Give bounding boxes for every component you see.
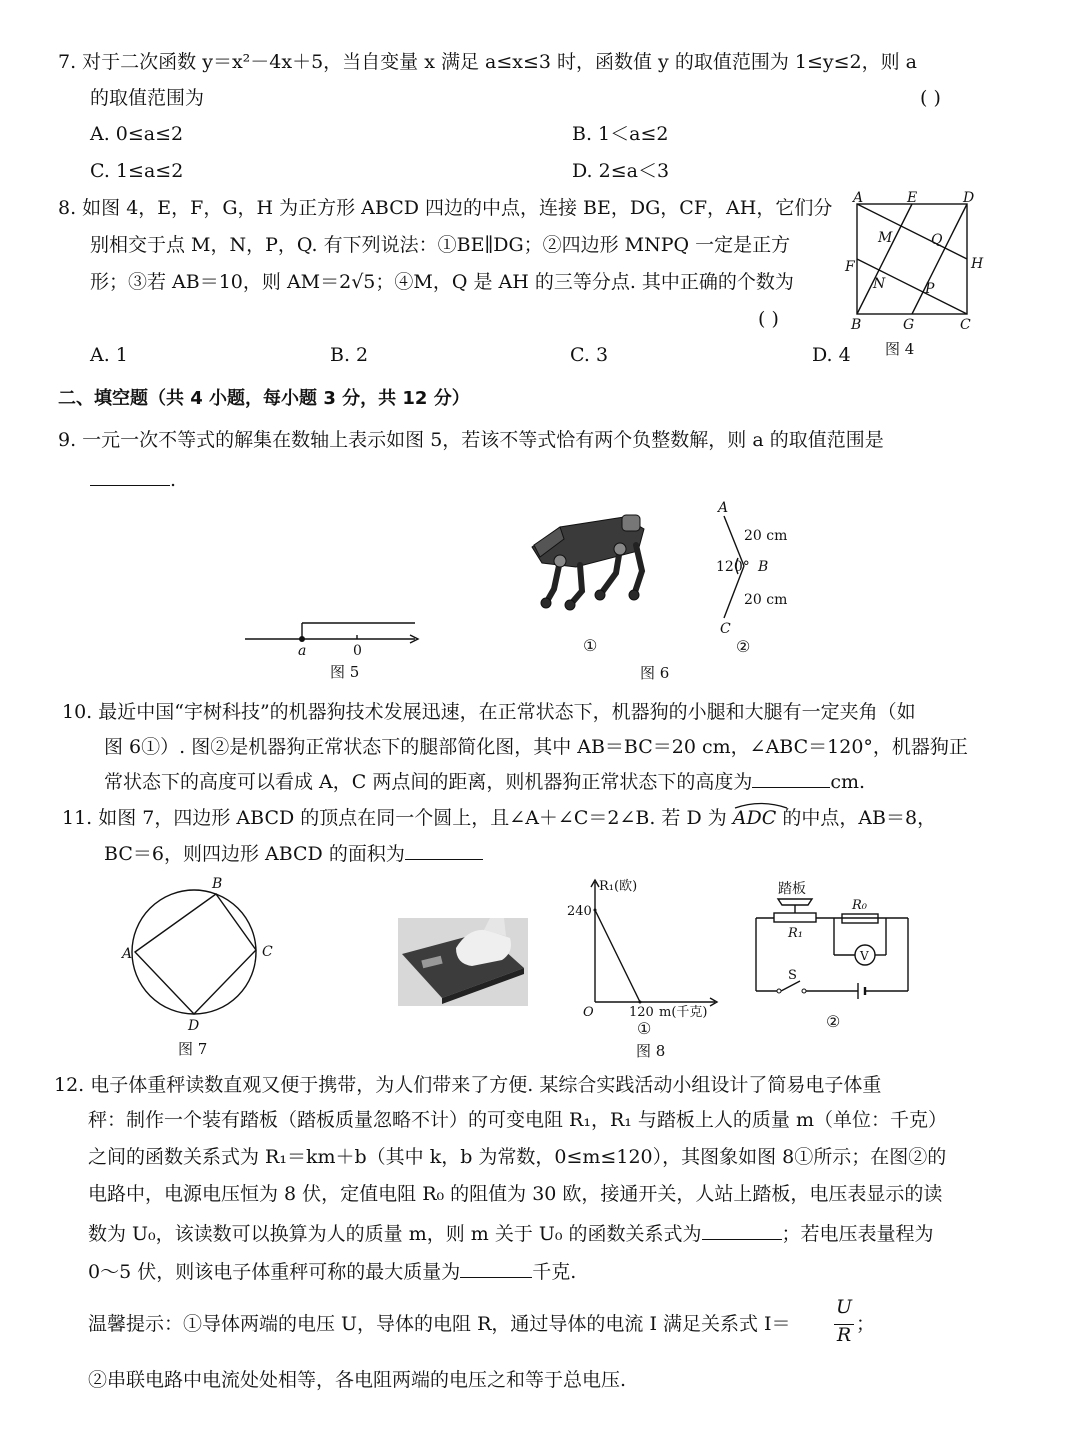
fig4-label-e: E [907,190,918,206]
q12-tip-end: ； [856,1313,876,1335]
fig6-caption: 图 6 [640,664,670,682]
q10-line3-text: 常状态下的高度可以看成 A，C 两点间的距离，则机器狗正常状态下的高度为 [104,771,753,793]
q12-tip-1: 温馨提示：①导体两端的电压 U，导体的电阻 R，通过导体的电流 I 满足关系式 I＝ [88,1313,791,1335]
figure-4-square [845,192,995,362]
q7-option-a: A. 0≤a≤2 [90,123,184,145]
fig8-pedal-label: 踏板 [778,881,806,897]
fig6-sub2: ② [736,637,751,656]
fig4-label-q: Q [931,232,943,248]
q12-tip-fraction-denominator: R [836,1324,852,1346]
q7-line1: 7. 对于二次函数 y＝x²－4x＋5，当自变量 x 满足 a≤x≤3 时，函数值 y 的取值范围为 1≤y≤2，则 a [58,51,917,73]
q9-blank-line [90,466,176,494]
q11-line1 [62,804,936,832]
q8-answer-bracket: ( ) [758,308,779,330]
q10-unit: cm. [830,771,866,793]
q8-option-d: D. 4 [812,344,851,366]
fig4-label-p: P [925,281,935,297]
fig5-caption: 图 5 [330,663,360,681]
q11-line1-text: 11. 如图 7，四边形 ABCD 的顶点在同一个圆上，且∠A＋∠C＝2∠B. 若 D 为 [62,807,727,829]
q8-line2: 别相交于点 M，N，P，Q. 有下列说法：①BE∥DG；②四边形 MNPQ 一定是正方 [90,234,791,256]
fig6-sub1: ① [583,636,598,655]
q11-arc-adc [733,804,777,832]
fig7-caption: 图 7 [178,1040,208,1058]
q7-option-d: D. 2≤a＜3 [572,160,670,182]
fig8-point-start [594,909,597,912]
q11-answer-blank[interactable] [405,841,483,860]
figure-8-circuit [748,875,928,1035]
fig6-label-c: C [720,621,731,637]
figure-6-leg-diagram [700,498,820,658]
q9-answer-blank[interactable] [90,467,170,486]
q8-option-a: A. 1 [90,344,128,366]
q11-line2-text: BC＝6，则四边形 ABCD 的面积为 [104,843,405,865]
section-2-title: 二、填空题（共 4 小题，每小题 3 分，共 12 分） [58,388,470,409]
fig7-label-a: A [122,946,133,962]
q12-line5-text: 数为 U₀，该读数可以换算为人的质量 m，则 m 关于 U₀ 的函数关系式为 [88,1223,702,1245]
q8-option-c: C. 3 [570,344,609,366]
figure-8-scale-photo [398,918,528,1006]
q11-line1-rest: 的中点，AB＝8， [782,807,937,829]
q10-answer-blank[interactable] [752,769,830,788]
fig8-resistor-r1 [774,913,816,922]
q12-line5-rest: ；若电压表量程为 [781,1223,934,1245]
fig8-y-label: R₁(欧) [599,879,638,894]
fig4-label-c: C [960,317,971,333]
fig6-length-ab: 20 cm [744,528,788,544]
q9-end-period: . [170,469,177,491]
fig7-label-d: D [188,1018,200,1034]
q12-line6-text: 0～5 伏，则该电子体重秤可称的最大质量为 [88,1261,461,1283]
figure-5-number-line [240,615,430,685]
fig5-label-zero: 0 [353,643,362,659]
fig4-label-m: M [878,230,893,246]
q12-answer-blank-1[interactable] [702,1221,782,1240]
fig4-label-b: B [851,317,862,333]
figure-8-graph [535,872,735,1052]
fig8-caption: 图 8 [636,1042,666,1060]
fig5-point-a [299,636,305,642]
fig6-label-b: B [758,559,769,575]
fig8-x-label: m(千克) [659,1005,708,1020]
fig6-label-a: A [718,500,729,516]
fig8-sub2: ② [826,1012,841,1031]
q12-tip-2: ②串联电路中电流处处相等，各电阻两端的电压之和等于总电压. [88,1369,627,1391]
q12-answer-blank-2[interactable] [460,1259,532,1278]
q12-tip-fraction-numerator: U [835,1296,852,1318]
fig4-label-n: N [873,276,886,292]
q10-line3 [104,768,865,796]
figure-7-cyclic-quadrilateral [118,872,288,1062]
q10-line2: 图 6①）. 图②是机器狗正常状态下的腿部简化图，其中 AB＝BC＝20 cm，∠ABC＝120°，机器狗正 [104,736,968,758]
fig8-data-line [595,910,640,1002]
fig4-label-g: G [903,317,915,333]
q7-line2: 的取值范围为 [90,87,205,109]
q7-answer-bracket: ( ) [920,87,941,109]
fig4-label-h: H [971,256,984,272]
fig8-point-end [639,1001,642,1004]
figure-6-robot-dog [520,505,670,655]
q11-arc-label: ADC [732,807,777,829]
fig4-caption: 图 4 [885,340,915,358]
fig6-length-bc: 20 cm [744,592,788,608]
q12-unit: 千克. [532,1261,577,1283]
fig8-sub1: ① [637,1019,652,1038]
q7-option-c: C. 1≤a≤2 [90,160,184,182]
fig8-y-tick-240: 240 [567,904,592,919]
fig8-r0-label: R₀ [852,898,867,913]
fig5-label-a: a [298,643,307,659]
fig8-origin: O [583,1005,594,1020]
fig6-angle: 120° [716,559,750,575]
q8-line3: 形；③若 AB＝10，则 AM＝2√5；④M，Q 是 AH 的三等分点. 其中正确的个数为 [90,271,794,293]
q7-option-b: B. 1＜a≤2 [572,123,669,145]
fig4-label-f: F [845,259,855,275]
fig7-label-b: B [212,876,223,892]
q12-line2: 秤：制作一个装有踏板（踏板质量忽略不计）的可变电阻 R₁，R₁ 与踏板上人的质量 m（单位：千克） [88,1109,947,1131]
q12-line6 [88,1258,576,1286]
q8-option-b: B. 2 [330,344,369,366]
q12-line3: 之间的函数关系式为 R₁＝km＋b（其中 k，b 为常数，0≤m≤120），其图象如图 8①所示；在图②的 [88,1146,947,1168]
fig4-label-d: D [963,190,975,206]
q10-line1: 10. 最近中国“宇树科技”的机器狗技术发展迅速，在正常状态下，机器狗的小腿和大腿有一定夹角（如 [62,701,916,723]
q12-line4: 电路中，电源电压恒为 8 伏，定值电阻 R₀ 的阻值为 30 欧，接通开关，人站上踏板，电压表显示的读 [88,1183,943,1205]
fig8-v-label: V [860,949,869,963]
q8-line1: 8. 如图 4，E，F，G，H 为正方形 ABCD 四边的中点，连接 BE，DG，CF，AH，它们分 [58,197,833,219]
fig8-x-tick-120: 120 [629,1005,654,1020]
q12-line5 [88,1220,934,1248]
fig8-r1-label: R₁ [788,926,803,941]
fig7-label-c: C [262,944,273,960]
q9-line1: 9. 一元一次不等式的解集在数轴上表示如图 5，若该不等式恰有两个负整数解，则 a 的取值范围是 [58,429,884,451]
q11-line2 [104,840,483,868]
fig8-switch-label: S [788,968,797,983]
fig4-label-a: A [853,190,864,206]
q12-line1: 12. 电子体重秤读数直观又便于携带，为人们带来了方便. 某综合实践活动小组设计了简易电子体重 [54,1074,882,1096]
